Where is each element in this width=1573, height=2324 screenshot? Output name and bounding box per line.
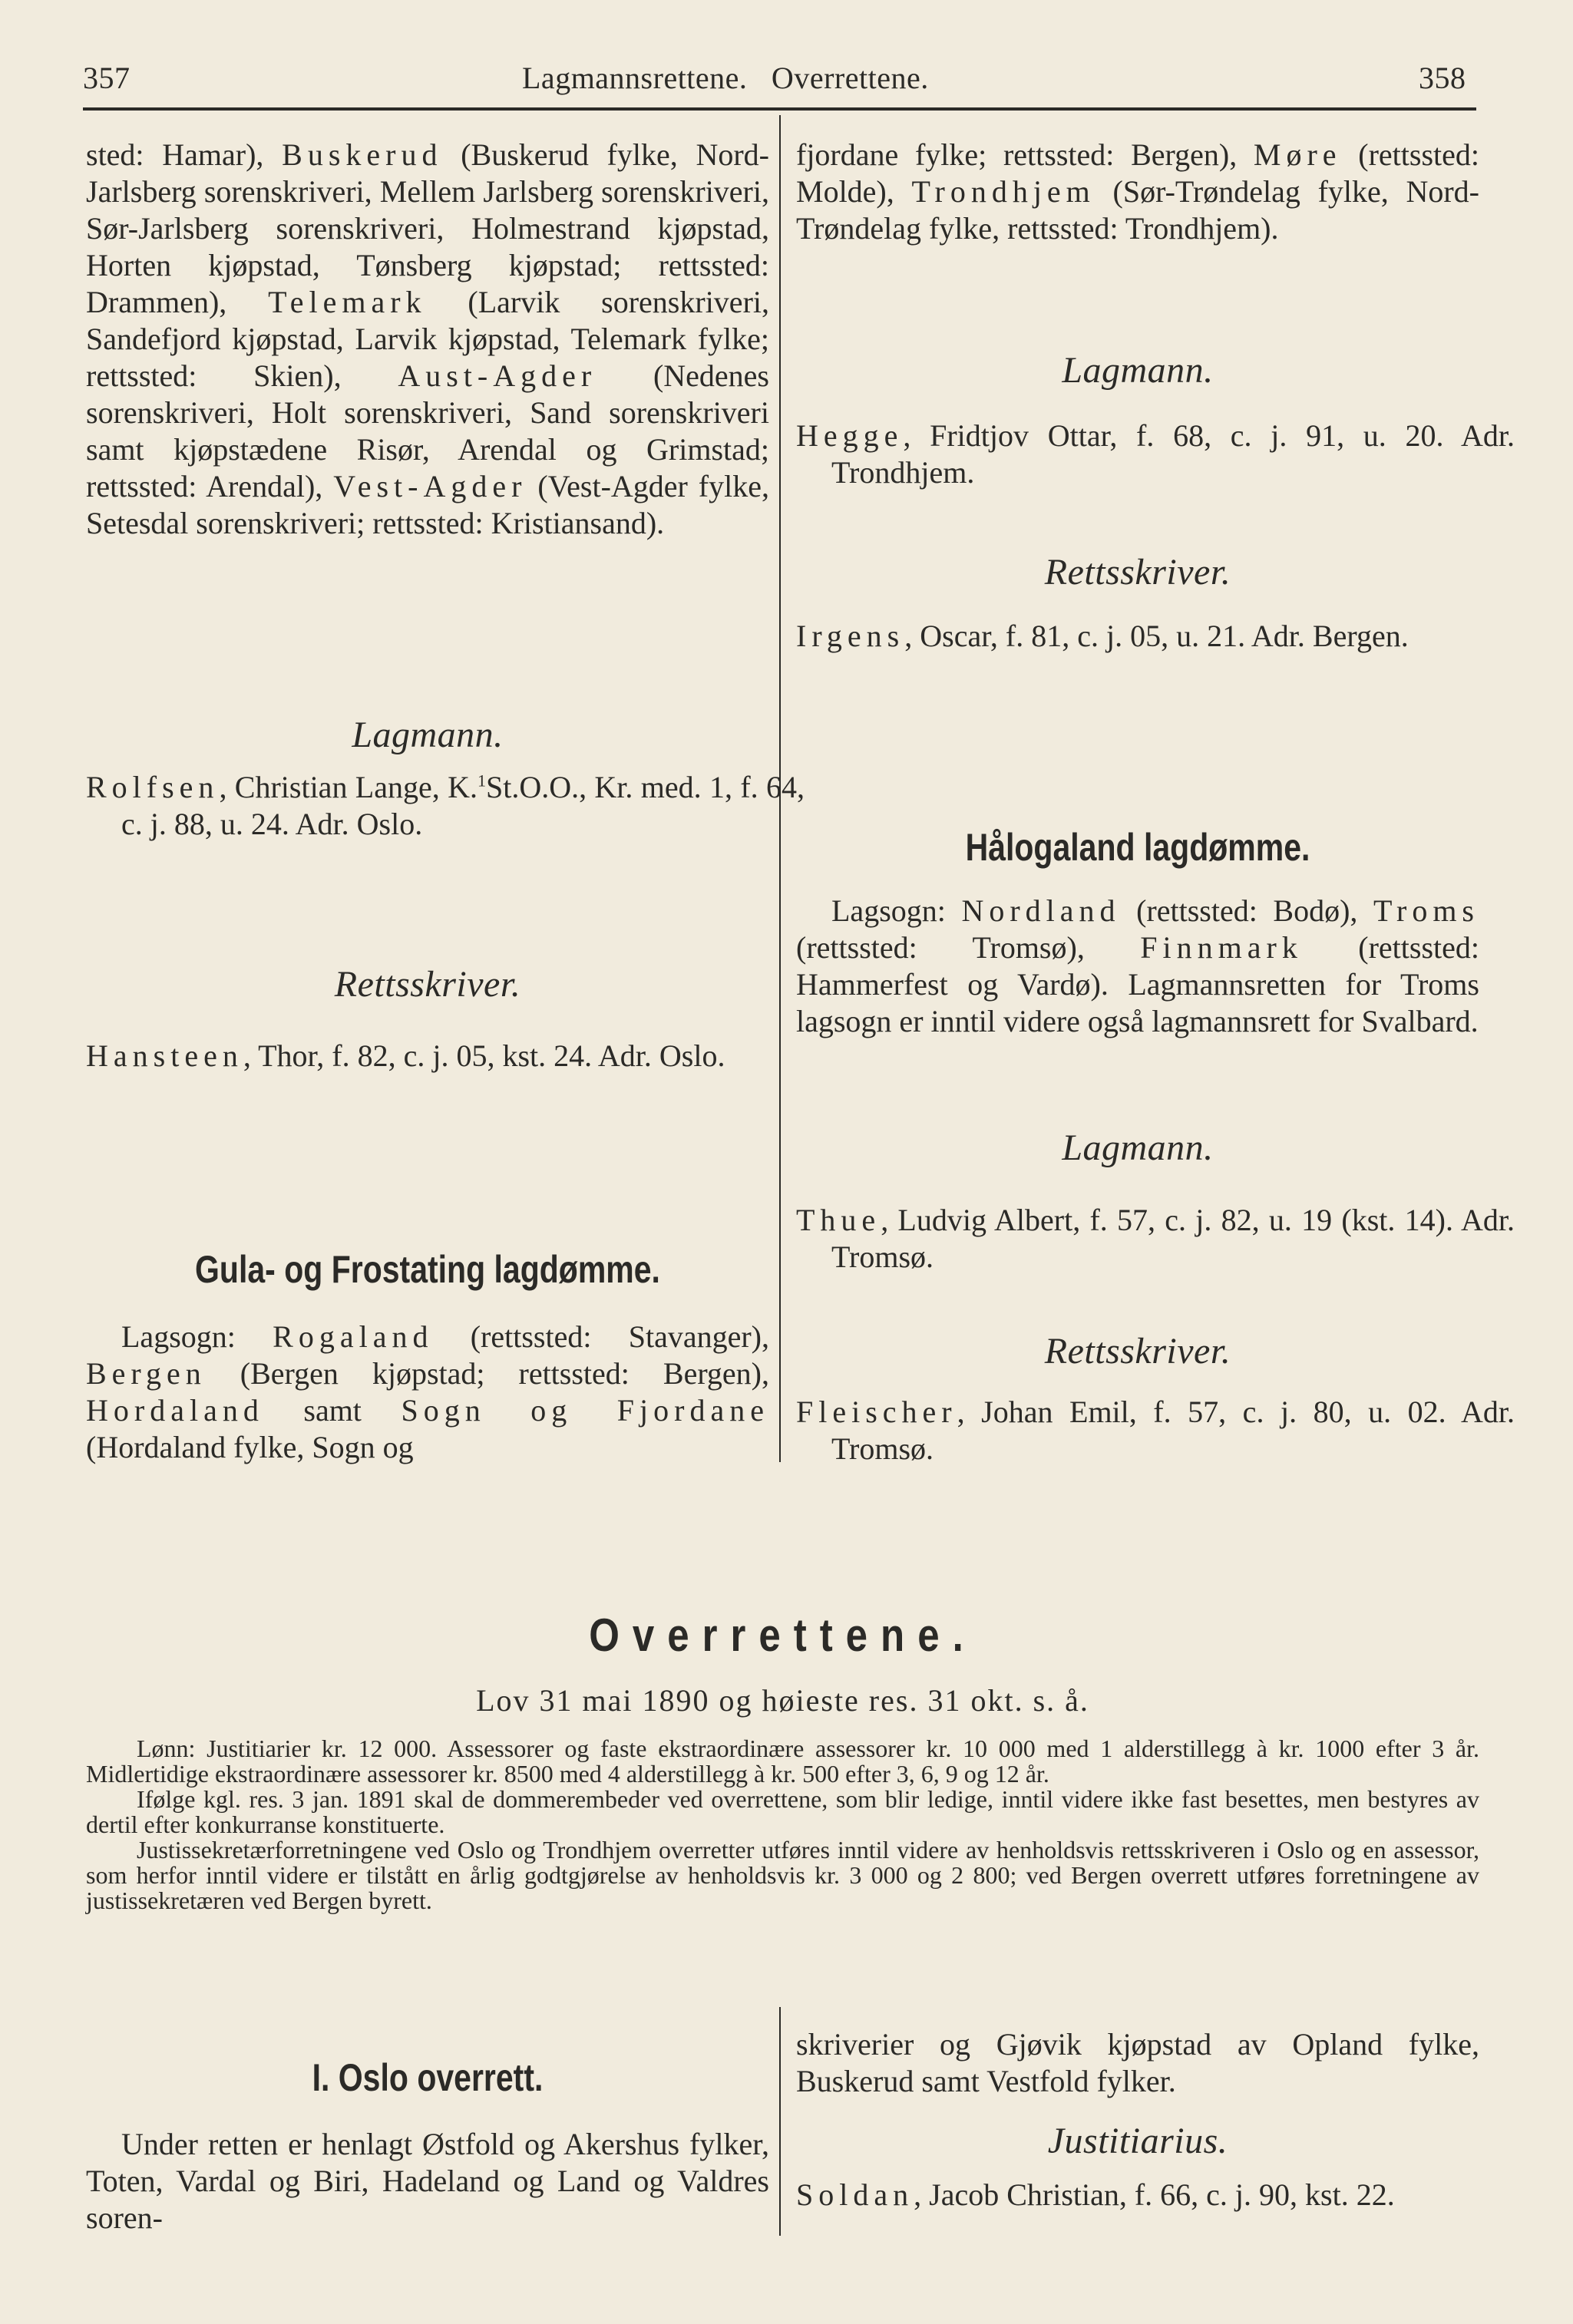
lagmann-entry-thue: Thue, Ludvig Albert, f. 57, c. j. 82, u. 19 (kst. 14). Adr. Tromsø. — [796, 1203, 1515, 1274]
oslo-under-retten-paragraph: Under retten er henlagt Østfold og Akershus fylker, Toten, Vardal og Biri, Hadeland og Land og Valdres soren- — [86, 2127, 769, 2235]
haalogaland-lagsogn-paragraph: Lagsogn: Nordland (rettssted: Bodø), Troms (rettssted: Tromsø), Finnmark (rettssted: Hammerfest og Vardø). Lagmannsretten for Troms lagsogn er inntil videre også lagmannsrett for Svalbard. — [796, 893, 1479, 1038]
haalogaland-heading: Hålogaland lagdømme. — [965, 826, 1310, 869]
lagmann-entry-rolfsen: Rolfsen, Christian Lange, K.$^1$St.O.O., Kr. med. 1, f. 64, c. j. 88, u. 24. Adr. Oslo. — [86, 770, 805, 841]
lagmann-entry-hegge: Hegge, Fridtjov Ottar, f. 68, c. j. 91, u. 20. Adr. Trondhjem. — [796, 418, 1515, 490]
running-title: Lagmannsrettene. Overrettene. — [522, 61, 929, 95]
rettsskriver-heading-left: Rettsskriver. — [334, 964, 521, 1005]
page-number-right: 358 — [1419, 61, 1466, 95]
ifolge-paragraph: Ifølge kgl. res. 3 jan. 1891 skal de dommerembeder ved overrettene, som blir ledige, inntil videre ikke fast besettes, men bestyres av dertil efter konkurranse konstituerte. — [86, 1785, 1479, 1838]
gula-frostating-heading: Gula- og Frostating lagdømme. — [195, 1248, 660, 1291]
lonn-paragraph: Lønn: Justitiarier kr. 12 000. Assessorer og faste ekstraordinære assessorer kr. 10 000 med 1 alderstillegg à kr. 1000 efter 3 år. Midlertidige ekstraordinære assessorer kr. 8500 med 4 alderstillegg à kr. 500 efter 3, 6, 9 og 12 år. — [86, 1735, 1479, 1788]
lagmann-heading-left: Lagmann. — [352, 715, 504, 755]
lov-line: Lov 31 mai 1890 og høieste res. 31 okt. s. å. — [476, 1683, 1089, 1718]
rettsskriver-entry-hansteen: Hansteen, Thor, f. 82, c. j. 05, kst. 24. Adr. Oslo. — [86, 1038, 725, 1073]
oslo-right-continuation: skriverier og Gjøvik kjøpstad av Opland fylke, Buskerud samt Vestfold fylker. — [796, 2027, 1479, 2098]
overrettene-heading: Overrettene. — [589, 1609, 977, 1661]
page-number-left: 357 — [83, 61, 131, 95]
right-intro-paragraph: fjordane fylke; rettssted: Bergen), Møre (rettssted: Molde), Trondhjem (Sør-Trøndelag fylke, Nord-Trøndelag fylke, rettssted: Trondhjem). — [796, 137, 1480, 246]
lagmann-heading-right: Lagmann. — [1062, 350, 1214, 391]
rettsskriver-heading-right: Rettsskriver. — [1044, 552, 1231, 593]
left-column-top — [86, 137, 769, 542]
rettsskriver-heading-haalogaland: Rettsskriver. — [1044, 1331, 1231, 1372]
lagmann-heading-haalogaland: Lagmann. — [1062, 1127, 1214, 1168]
oslo-overrett-heading: I. Oslo overrett. — [312, 2056, 544, 2099]
left-intro-paragraph: sted: Hamar), Buskerud (Buskerud fylke, Nord-Jarlsberg sorenskriveri, Mellem Jarlsberg sorenskriveri, Sør-Jarlsberg sorenskriveri, Holmestrand kjøpstad, Horten kjøpstad, Tønsberg kjøpstad; rettssted: Drammen), Telemark (Larvik sorenskriveri, Sandefjord kjøpstad, Larvik kjøpstad, Telemark fylke; rettssted: Skien), Aust-Agder (Nedenes sorenskriveri, Holt sorenskriveri, Sand sorenskriveri samt kjøpstædene Risør, Arendal og Grimstad; rettssted: Arendal), Vest-Agder (Vest-Agder fylke, Setesdal sorenskriveri; rettssted: Kristiansand). — [86, 137, 769, 540]
justitiarius-entry-soldan: Soldan, Jacob Christian, f. 66, c. j. 90, kst. 22. — [796, 2177, 1395, 2212]
header-rule — [83, 107, 1476, 111]
column-divider-bottom — [779, 2007, 781, 2236]
gula-lagsogn-paragraph: Lagsogn: Rogaland (rettssted: Stavanger), Bergen (Bergen kjøpstad; rettssted: Bergen), Hordaland samt Sogn og Fjordane (Hordaland fylke, Sogn og — [86, 1319, 769, 1464]
rettsskriver-entry-irgens: Irgens, Oscar, f. 81, c. j. 05, u. 21. Adr. Bergen. — [796, 619, 1409, 653]
overrettene-notes — [86, 1736, 1479, 1913]
rettsskriver-entry-fleischer: Fleischer, Johan Emil, f. 57, c. j. 80, u. 02. Adr. Tromsø. — [796, 1395, 1515, 1466]
justitiarius-heading: Justitiarius. — [1047, 2121, 1228, 2161]
justissekretaer-paragraph: Justissekretærforretningene ved Oslo og Trondhjem overretter utføres inntil videre av henholdsvis rettsskriveren i Oslo og en assessor, som herfor inntil videre er tilstått en årlig godtgjørelse av henholdsvis kr. 3 000 og 2 800; ved Bergen overrett utføres forretningene av justissekretæren ved Bergen byrett. — [86, 1836, 1479, 1914]
